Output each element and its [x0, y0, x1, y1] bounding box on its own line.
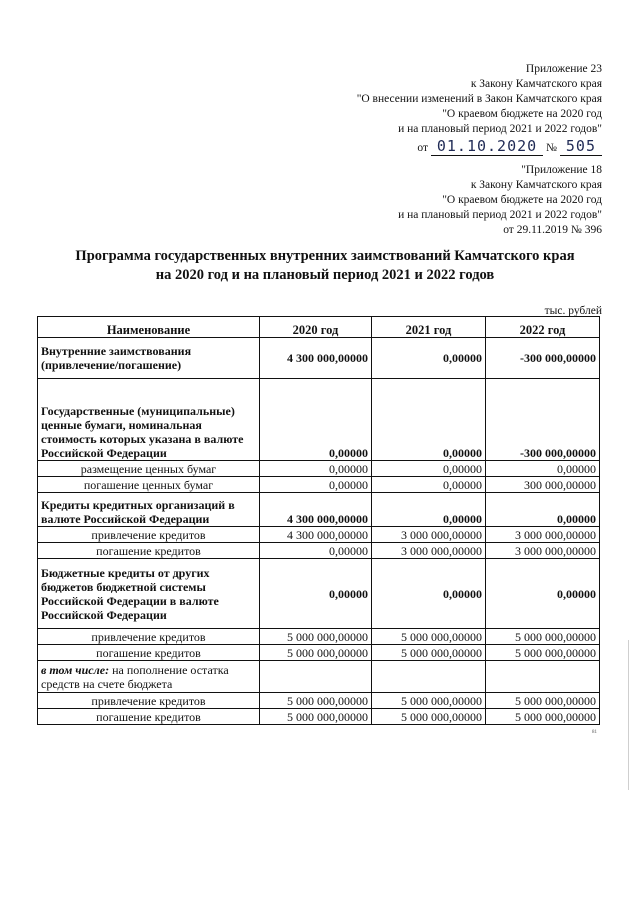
row-name: привлечение кредитов	[38, 693, 260, 709]
value-2022: 0,00000	[486, 493, 600, 527]
value-2020: 5 000 000,00000	[260, 645, 372, 661]
title-line-2: на 2020 год и на плановый период 2021 и 2022 годов	[155, 267, 495, 283]
row-name: привлечение кредитов	[38, 629, 260, 645]
value-2020: 0,00000	[260, 477, 372, 493]
unit-label: тыс. рублей	[544, 305, 602, 317]
value-2022	[486, 661, 600, 693]
value-2022: -300 000,00000	[486, 379, 600, 461]
column-header: 2022 год	[486, 317, 600, 338]
header-line: "О краевом бюджете на 2020 год	[442, 194, 602, 206]
header-line: к Закону Камчатского края	[470, 78, 602, 90]
value-2020: 5 000 000,00000	[260, 629, 372, 645]
page-mark: 81	[592, 730, 597, 735]
row-name	[38, 661, 260, 693]
table-row	[38, 493, 600, 527]
value-2022: 5 000 000,00000	[486, 645, 600, 661]
value-2021	[372, 661, 486, 693]
table-row	[38, 661, 600, 693]
handwritten-date: 01.10.2020	[431, 137, 543, 156]
row-name: погашение кредитов	[38, 543, 260, 559]
value-2021: 0,00000	[372, 559, 486, 629]
column-header: 2021 год	[372, 317, 486, 338]
table-row	[38, 693, 600, 709]
value-2020: 0,00000	[260, 559, 372, 629]
value-2020	[260, 661, 372, 693]
row-name: Государственные (муниципальные) ценные бумаги, номинальная стоимость которых указана в валюте Российской Федерации	[38, 379, 260, 461]
table-header-row	[38, 317, 600, 338]
value-2021: 0,00000	[372, 338, 486, 379]
header-line: "О краевом бюджете на 2020 год	[442, 108, 602, 120]
value-2022: 5 000 000,00000	[486, 693, 600, 709]
row-name: погашение кредитов	[38, 709, 260, 725]
number-label: №	[546, 142, 558, 154]
table-row	[38, 645, 600, 661]
value-2020: 0,00000	[260, 543, 372, 559]
value-2022: 5 000 000,00000	[486, 629, 600, 645]
value-2021: 0,00000	[372, 461, 486, 477]
table-row	[38, 379, 600, 461]
value-2022: -300 000,00000	[486, 338, 600, 379]
table-row	[38, 709, 600, 725]
value-2021: 3 000 000,00000	[372, 527, 486, 543]
value-2022: 3 000 000,00000	[486, 527, 600, 543]
header-line: и на плановый период 2021 и 2022 годов"	[398, 123, 602, 135]
row-name: привлечение кредитов	[38, 527, 260, 543]
scan-edge-line	[628, 640, 629, 790]
value-2022: 300 000,00000	[486, 477, 600, 493]
value-2022: 3 000 000,00000	[486, 543, 600, 559]
column-header: 2020 год	[260, 317, 372, 338]
header-date-line	[357, 139, 602, 156]
header-line: к Закону Камчатского края	[470, 179, 602, 191]
value-2021: 5 000 000,00000	[372, 693, 486, 709]
header-line: "О внесении изменений в Закон Камчатского края	[356, 93, 602, 105]
row-name: погашение кредитов	[38, 645, 260, 661]
value-2020: 5 000 000,00000	[260, 693, 372, 709]
value-2021: 0,00000	[372, 477, 486, 493]
value-2021: 3 000 000,00000	[372, 543, 486, 559]
header-line: от 29.11.2019 № 396	[503, 224, 602, 236]
row-name-prefix: в том числе:	[41, 662, 110, 677]
table-row	[38, 629, 600, 645]
row-name: Внутренние заимствования (привлечение/погашение)	[38, 338, 260, 379]
header-line: и на плановый период 2021 и 2022 годов"	[398, 209, 602, 221]
table-row	[38, 461, 600, 477]
table-row	[38, 527, 600, 543]
value-2020: 4 300 000,00000	[260, 338, 372, 379]
from-label: от	[417, 142, 428, 154]
value-2021: 5 000 000,00000	[372, 629, 486, 645]
row-name: Бюджетные кредиты от других бюджетов бюджетной системы Российской Федерации в валюте Российской Федерации	[38, 559, 260, 629]
value-2020: 5 000 000,00000	[260, 709, 372, 725]
borrowings-table	[37, 316, 600, 725]
value-2020: 0,00000	[260, 461, 372, 477]
table-row	[38, 477, 600, 493]
title-line-1: Программа государственных внутренних заимствований Камчатского края	[75, 248, 575, 264]
value-2020: 4 300 000,00000	[260, 527, 372, 543]
row-name-text: на пополнение остатка средств на счете бюджета	[41, 662, 229, 691]
row-name: погашение ценных бумаг	[38, 477, 260, 493]
value-2021: 5 000 000,00000	[372, 709, 486, 725]
original-appendix-header	[398, 163, 602, 238]
value-2021: 5 000 000,00000	[372, 645, 486, 661]
document-title	[60, 247, 590, 285]
value-2021: 0,00000	[372, 493, 486, 527]
row-name: Кредиты кредитных организаций в валюте Российской Федерации	[38, 493, 260, 527]
header-line: "Приложение 18	[521, 164, 602, 176]
table-row	[38, 543, 600, 559]
value-2021: 0,00000	[372, 379, 486, 461]
header-line: Приложение 23	[525, 63, 602, 75]
column-header: Наименование	[38, 317, 260, 338]
approval-header	[357, 62, 602, 156]
row-name: размещение ценных бумаг	[38, 461, 260, 477]
value-2022: 0,00000	[486, 461, 600, 477]
table-row	[38, 338, 600, 379]
value-2020: 0,00000	[260, 379, 372, 461]
value-2022: 0,00000	[486, 559, 600, 629]
handwritten-number: 505	[560, 137, 602, 156]
table-row	[38, 559, 600, 629]
value-2022: 5 000 000,00000	[486, 709, 600, 725]
value-2020: 4 300 000,00000	[260, 493, 372, 527]
